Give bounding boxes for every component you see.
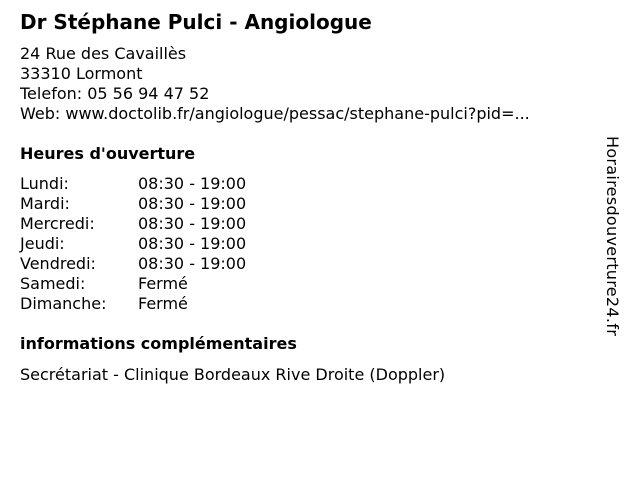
hours-row-monday (20, 174, 246, 194)
hours-day: Samedi: (20, 274, 86, 293)
site-watermark: Horairesdouverture24.fr (603, 136, 622, 337)
hours-time: 08:30 - 19:00 (138, 194, 247, 213)
address-city: 33310 Lormont (20, 64, 143, 83)
hours-time: Fermé (138, 274, 188, 293)
hours-time: 08:30 - 19:00 (138, 234, 247, 253)
address-street: 24 Rue des Cavaillès (20, 44, 187, 63)
additional-info-text: Secrétariat - Clinique Bordeaux Rive Droite (Doppler) (20, 365, 446, 384)
opening-hours-table (20, 174, 246, 314)
website-link: Web: www.doctolib.fr/angiologue/pessac/stephane-pulci?pid=... (20, 104, 530, 123)
hours-time: 08:30 - 19:00 (138, 254, 247, 273)
hours-day: Jeudi: (20, 234, 65, 253)
hours-day: Mardi: (20, 194, 70, 213)
hours-row-saturday (20, 274, 246, 294)
hours-day: Lundi: (20, 174, 69, 193)
page-title: Dr Stéphane Pulci - Angiologue (20, 10, 372, 34)
hours-day: Vendredi: (20, 254, 96, 273)
hours-row-sunday (20, 294, 246, 314)
hours-row-wednesday (20, 214, 246, 234)
hours-time: 08:30 - 19:00 (138, 214, 247, 233)
opening-hours-heading: Heures d'ouverture (20, 144, 196, 163)
hours-time: Fermé (138, 294, 188, 313)
hours-row-tuesday (20, 194, 246, 214)
hours-day: Dimanche: (20, 294, 107, 313)
hours-time: 08:30 - 19:00 (138, 174, 247, 193)
address-block (20, 44, 530, 124)
phone-number: Telefon: 05 56 94 47 52 (20, 84, 210, 103)
hours-row-thursday (20, 234, 246, 254)
additional-info-heading: informations complémentaires (20, 334, 297, 353)
hours-row-friday (20, 254, 246, 274)
hours-day: Mercredi: (20, 214, 95, 233)
